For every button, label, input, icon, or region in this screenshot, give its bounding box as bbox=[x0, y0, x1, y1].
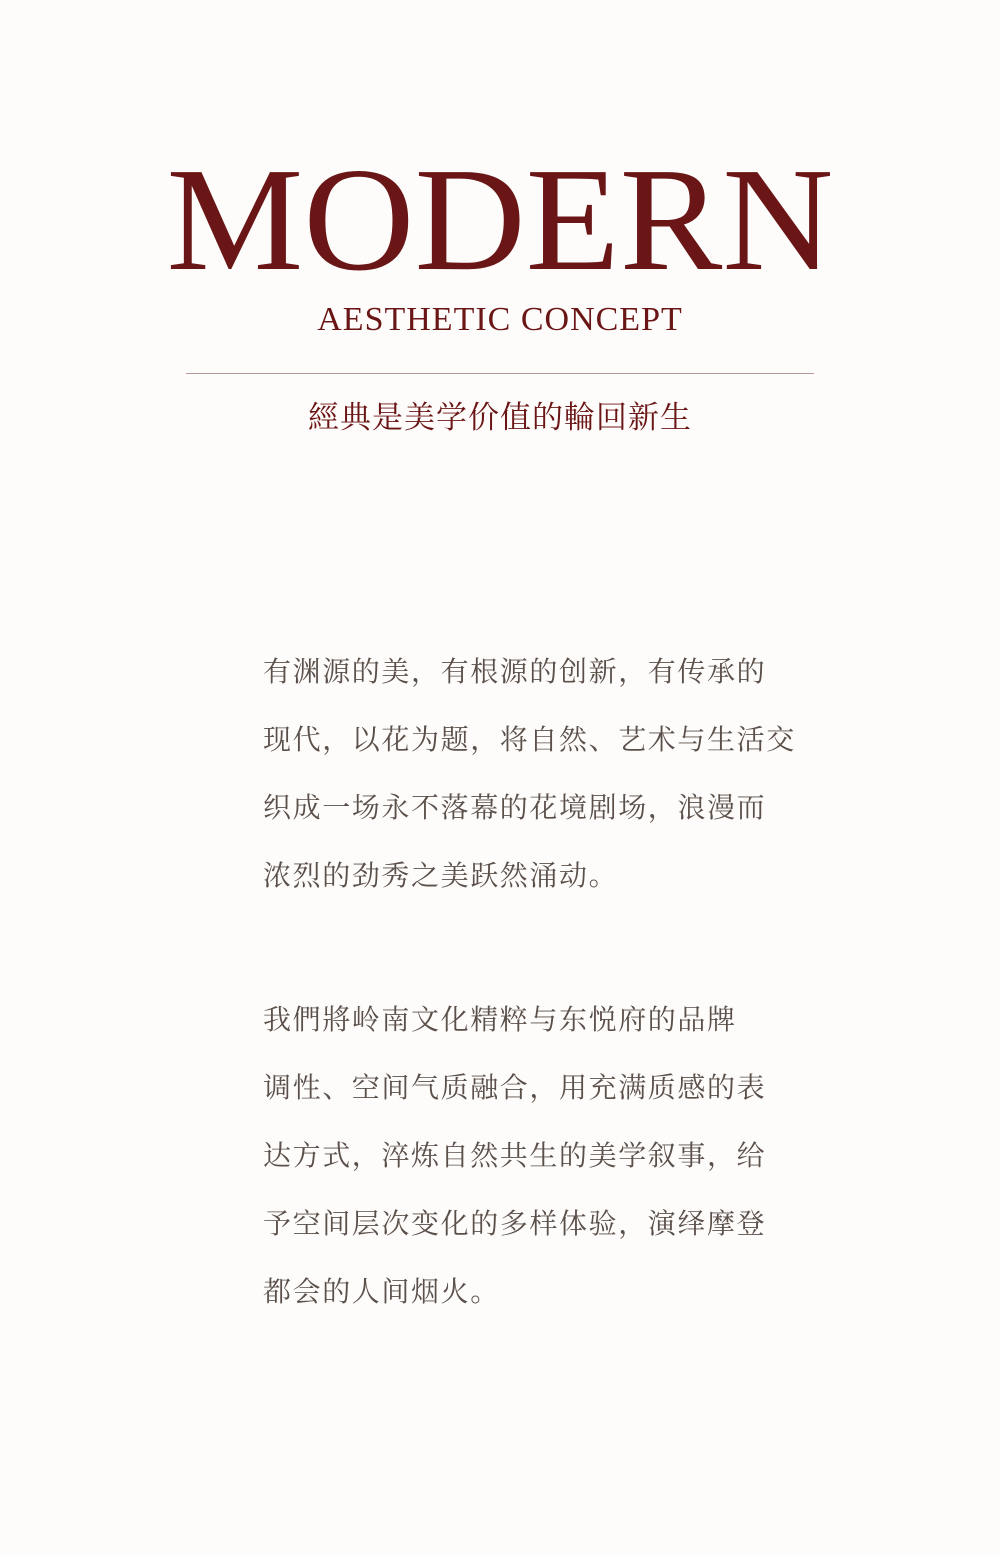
divider bbox=[186, 373, 814, 374]
paragraph-2 bbox=[263, 986, 773, 1326]
paragraph-line: 达方式，淬炼自然共生的美学叙事，给 bbox=[263, 1139, 767, 1172]
paragraph-line: 织成一场永不落幕的花境剧场，浪漫而 bbox=[263, 791, 767, 824]
paragraph-line: 调性、空间气质融合，用充满质感的表 bbox=[263, 1071, 767, 1104]
paragraph-line: 有渊源的美，有根源的创新，有传承的 bbox=[263, 655, 767, 688]
page-title: MODERN bbox=[166, 138, 834, 302]
paragraph-1 bbox=[263, 638, 796, 910]
paragraph-line: 都会的人间烟火。 bbox=[263, 1275, 500, 1308]
paragraph-line: 我們將岭南文化精粹与东悦府的品牌 bbox=[263, 1003, 737, 1036]
paragraph-line: 现代，以花为题，将自然、艺术与生活交 bbox=[263, 723, 796, 756]
tagline: 經典是美学价值的輪回新生 bbox=[308, 400, 692, 436]
paragraph-line: 予空间层次变化的多样体验，演绎摩登 bbox=[263, 1207, 767, 1240]
paragraph-line: 浓烈的劲秀之美跃然涌动。 bbox=[263, 859, 619, 892]
page-subtitle: AESTHETIC CONCEPT bbox=[317, 301, 683, 338]
